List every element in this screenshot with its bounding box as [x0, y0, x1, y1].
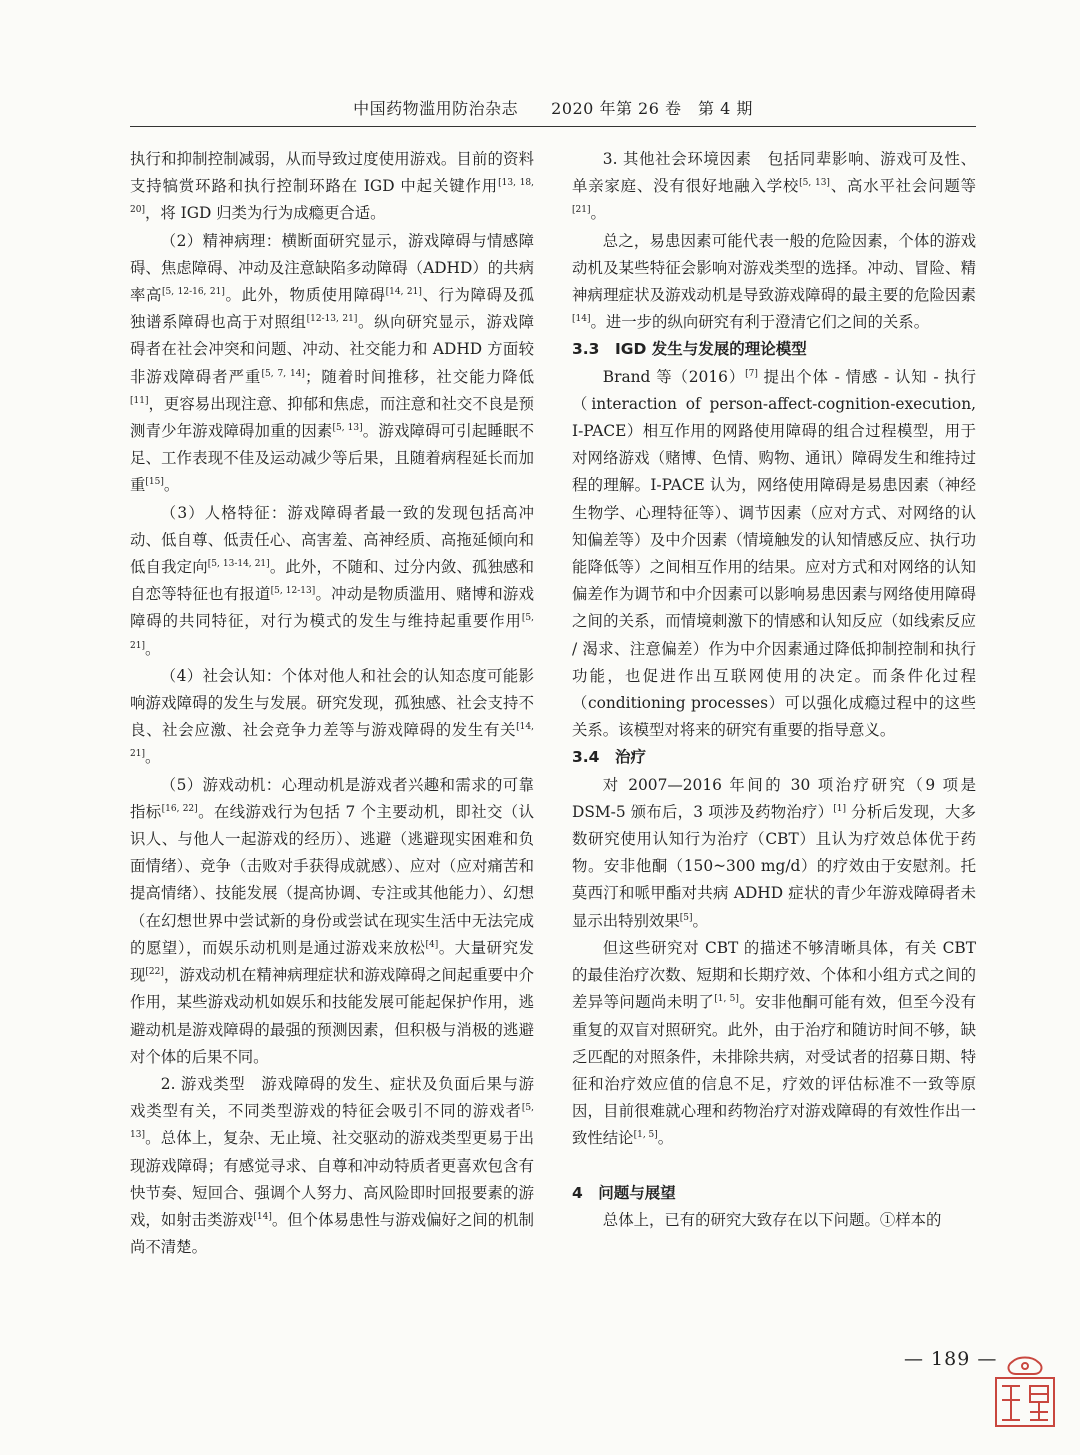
paragraph-treatment: 对 2007—2016 年间的 30 项治疗研究（9 项是 DSM-5 颁布后，3 项涉及药物治疗）[1] 分析后发现，大多数研究使用认知行为治疗（CBT）且认为疗效总体优于药物。安非他酮（150~300 mg/d）的疗效由于安慰剂。托莫西汀和哌甲酯对共病 ADHD 症状的青少年游戏障碍者未显示出特别效果[5]。	[572, 775, 976, 930]
paragraph-summary: 总之，易患因素可能代表一般的危险因素，个体的游戏动机及某些特征会影响对游戏类型的选择。冲动、冒险、精神病理症状及游戏动机是导致游戏障碍的最主要的危险因素[14]。进一步的纵向研究有利于澄清它们之间的关系。	[572, 231, 976, 332]
paragraph: 执行和抑制控制减弱，从而导致过度使用游戏。目前的资料支持犒赏环路和执行控制环路在 IGD 中起关键作用[13, 18, 20]，将 IGD 归类为行为成瘾更合适。	[130, 150, 535, 223]
paragraph-treatment-limits: 但这些研究对 CBT 的描述不够清晰具体，有关 CBT 的最佳治疗次数、短期和长期疗效、个体和小组方式之间的差异等问题尚未明了[1, 5]。安非他酮可能有效，但至今没有重复的双盲对照研究。此外，由于治疗和随访时间不够，缺乏匹配的对照条件，未排除共病，对受试者的招募日期、特征和治疗效应值的信息不足，疗效的评估标准不一致等原因，目前很难就心理和药物治疗对游戏障碍的有效性作出一致性结论[1, 5]。	[572, 938, 976, 1148]
section-heading-3-3: 3.3 IGD 发生与发展的理论模型	[572, 340, 807, 359]
running-header: 中国药物滥用防治杂志 2020 年第 26 卷 第 4 期	[353, 99, 753, 118]
paragraph-social-environment: 3. 其他社会环境因素 包括同辈影响、游戏可及性、单亲家庭、没有很好地融入学校[5, 13]、高水平社会问题等[21]。	[572, 150, 976, 223]
right-column	[572, 146, 976, 1234]
left-column	[130, 146, 534, 1261]
paragraph-psychopathology: （2）精神病理：横断面研究显示，游戏障碍与情感障碍、焦虑障碍、冲动及注意缺陷多动障碍（ADHD）的共病率高[5, 12-16, 21]。此外，物质使用障碍[14, 21]、行为障碍及孤独谱系障碍也高于对照组[12-13, 21]。纵向研究显示，游戏障碍者在社会冲突和问题、冲动、社交能力和 ADHD 方面较非游戏障碍者严重[5, 7, 14]；随着时间推移，社交能力降低[11]，更容易出现注意、抑郁和焦虑，而注意和社交不良是预测青少年游戏障碍加重的因素[5, 13]。游戏障碍可引起睡眠不足、工作表现不佳及运动减少等后果，且随着病程延长而加重[15]。	[130, 231, 534, 495]
paragraph-motivation: （5）游戏动机：心理动机是游戏者兴趣和需求的可靠指标[16, 22]。在线游戏行为包括 7 个主要动机，即社交（认识人、与他人一起游戏的经历）、逃避（逃避现实困难和负面情绪）、竞争（击败对手获得成就感）、应对（应对痛苦和提高情绪）、技能发展（提高协调、专注或其他能力）、幻想（在幻想世界中尝试新的身份或尝试在现实生活中无法完成的愿望），而娱乐动机则是通过游戏来放松[4]。大量研究发现[22]，游戏动机在精神病理症状和游戏障碍之间起重要中介作用，某些游戏动机如娱乐和技能发展可能起保护作用，逃避动机是游戏障碍的最强的预测因素，但积极与消极的逃避对个体的后果不同。	[130, 775, 534, 1066]
header-rule	[130, 126, 976, 127]
paragraph-problems: 总体上，已有的研究大致存在以下问题。①样本的	[602, 1210, 942, 1229]
paragraph-personality: （3）人格特征：游戏障碍者最一致的发现包括高冲动、低自尊、低责任心、高害羞、高神经质、高拖延倾向和低自我定向[5, 13-14, 21]。此外，不随和、过分内敛、孤独感和自恋等特征也有报道[5, 12-13]。冲动是物质滥用、赌博和游戏障碍的共同特征，对行为模式的发生与维持起重要作用[5, 21]。	[130, 503, 534, 658]
paragraph-ipace-model: Brand 等（2016）[7] 提出个体 - 情感 - 认知 - 执行（interaction of person-affect-cognition-execution, I-PACE）相互作用的网路使用障碍的组合过程模型，用于对网络游戏（赌博、色情、购物、通讯）障碍发生和维持过程的理解。I-PACE 认为，网络使用障碍是易患因素（神经生物学、心理特征等）、调节因素（应对方式、对网络的认知偏差等）及中介因素（情境触发的认知情感反应、执行功能降低等）之间相互作用的结果。应对方式和对网络的认知偏差作为调节和中介因素可以影响易患因素与网络使用障碍之间的关系，而情境刺激下的情感和认知反应（如线索反应 / 渴求、注意偏差）作为中介因素通过降低抑制控制和执行功能，也促进作出互联网使用的决定。而条件化过程（conditioning processes）可以强化成瘾过程中的这些关系。该模型对将来的研究有重要的指导意义。	[572, 367, 976, 740]
section-heading-4: 4 问题与展望	[572, 1183, 676, 1202]
page-number: — 189 —	[904, 1348, 998, 1370]
paragraph-social-cognition: （4）社会认知：个体对他人和社会的认知态度可能影响游戏障碍的发生与发展。研究发现，孤独感、社会支持不良、社会应激、社会竞争力差等与游戏障碍的发生有关[14, 21]。	[130, 666, 534, 767]
seal-stamp-icon	[988, 1356, 1062, 1430]
paragraph-game-types: 2. 游戏类型 游戏障碍的发生、症状及负面后果与游戏类型有关，不同类型游戏的特征会吸引不同的游戏者[5, 13]。总体上，复杂、无止境、社交驱动的游戏类型更易于出现游戏障碍；有感觉寻求、自尊和冲动特质者更喜欢包含有快节奏、短回合、强调个人努力、高风险即时回报要素的游戏，如射击类游戏[14]。但个体易患性与游戏偏好之间的机制尚不清楚。	[130, 1074, 534, 1257]
section-gap	[572, 1153, 976, 1180]
section-heading-3-4: 3.4 治疗	[572, 748, 646, 767]
